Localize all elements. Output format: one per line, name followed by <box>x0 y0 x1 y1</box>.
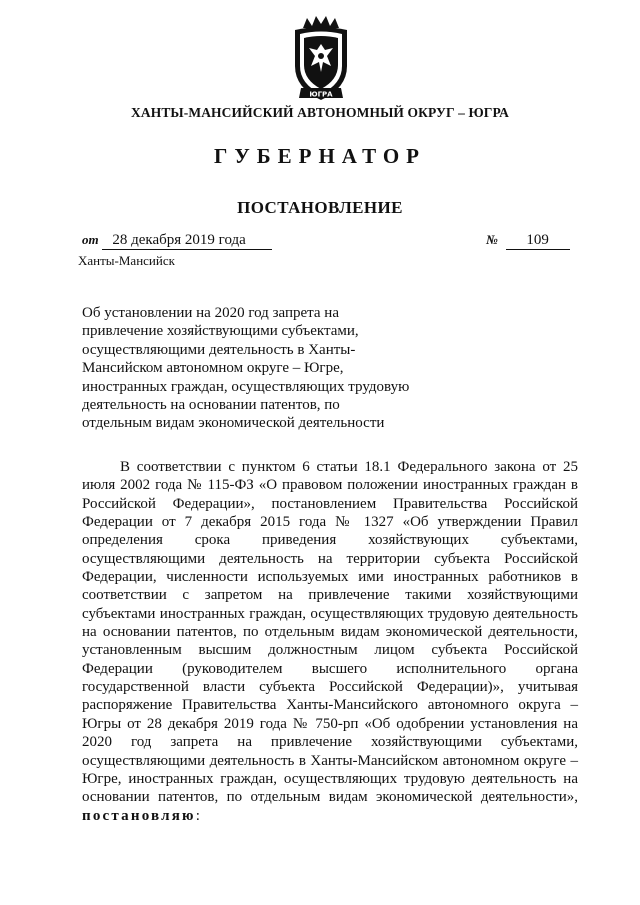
decree-suffix: : <box>195 807 200 824</box>
body-paragraph: В соответствии с пунктом 6 статьи 18.1 Федерального закона от 25 июля 2002 года № 115-ФЗ «О правовом положении иностранных граждан в Российской Федерации», постановлением Правительства Российской Федерации от 7 декабря 2015 года № 1327 «Об утверждении Правил определения срока приведения хозяйствующих субъектами, осуществляющими деятельность на территории субъекта Российской Федерации, численности используемых ими иностранных работников в соответствии с запретом на привлечение такими хозяйствующими субъектами иностранных граждан, осуществляющих трудовую деятельность на основании патентов, по отдельным видам экономической деятельности, установленным высшим должностным лицом субъекта Российской Федерации (руководителем высшего исполнительного органа государственной власти субъекта Российской Федерации)», учитывая распоряжение Правительства Ханты-Мансийского автономного округа – Югры от 28 декабря 2019 года № 750-рп «Об одобрении установления на 2020 год запрета на привлечение хозяйствующими субъектами, осуществляющими деятельность в Ханты-Мансийском автономном округе – Югре, иностранных граждан, осуществляющих трудовую деятельность на основании патентов, по отдельным видам экономической деятельности», <box>82 459 578 806</box>
date-prefix: от <box>82 232 99 247</box>
city: Ханты-Мансийск <box>78 253 175 268</box>
region-name: ХАНТЫ-МАНСИЙСКИЙ АВТОНОМНЫЙ ОКРУГ – ЮГРА <box>131 105 509 120</box>
document-subject: Об установлении на 2020 год запрета на привлечение хозяйствующими субъектами, осуществляющими деятельность в Ханты-Мансийском автономном округе – Югре, иностранных граждан, осуществляющих трудовую деятельность на основании патентов, по отдельным видам экономической деятельности <box>82 305 410 432</box>
document-type: ПОСТАНОВЛЕНИЕ <box>237 198 403 217</box>
number-prefix: № <box>486 232 498 247</box>
number-value: 109 <box>506 232 570 250</box>
authority-title: ГУБЕРНАТОР <box>213 144 427 168</box>
date-value: 28 декабря 2019 года <box>102 232 272 250</box>
document-date <box>82 232 272 250</box>
emblem-text: ЮГРА <box>309 90 333 99</box>
document-number <box>486 232 570 250</box>
decree-word: постановляю <box>82 807 196 824</box>
coat-of-arms-icon <box>285 14 357 106</box>
document-body <box>82 458 578 825</box>
